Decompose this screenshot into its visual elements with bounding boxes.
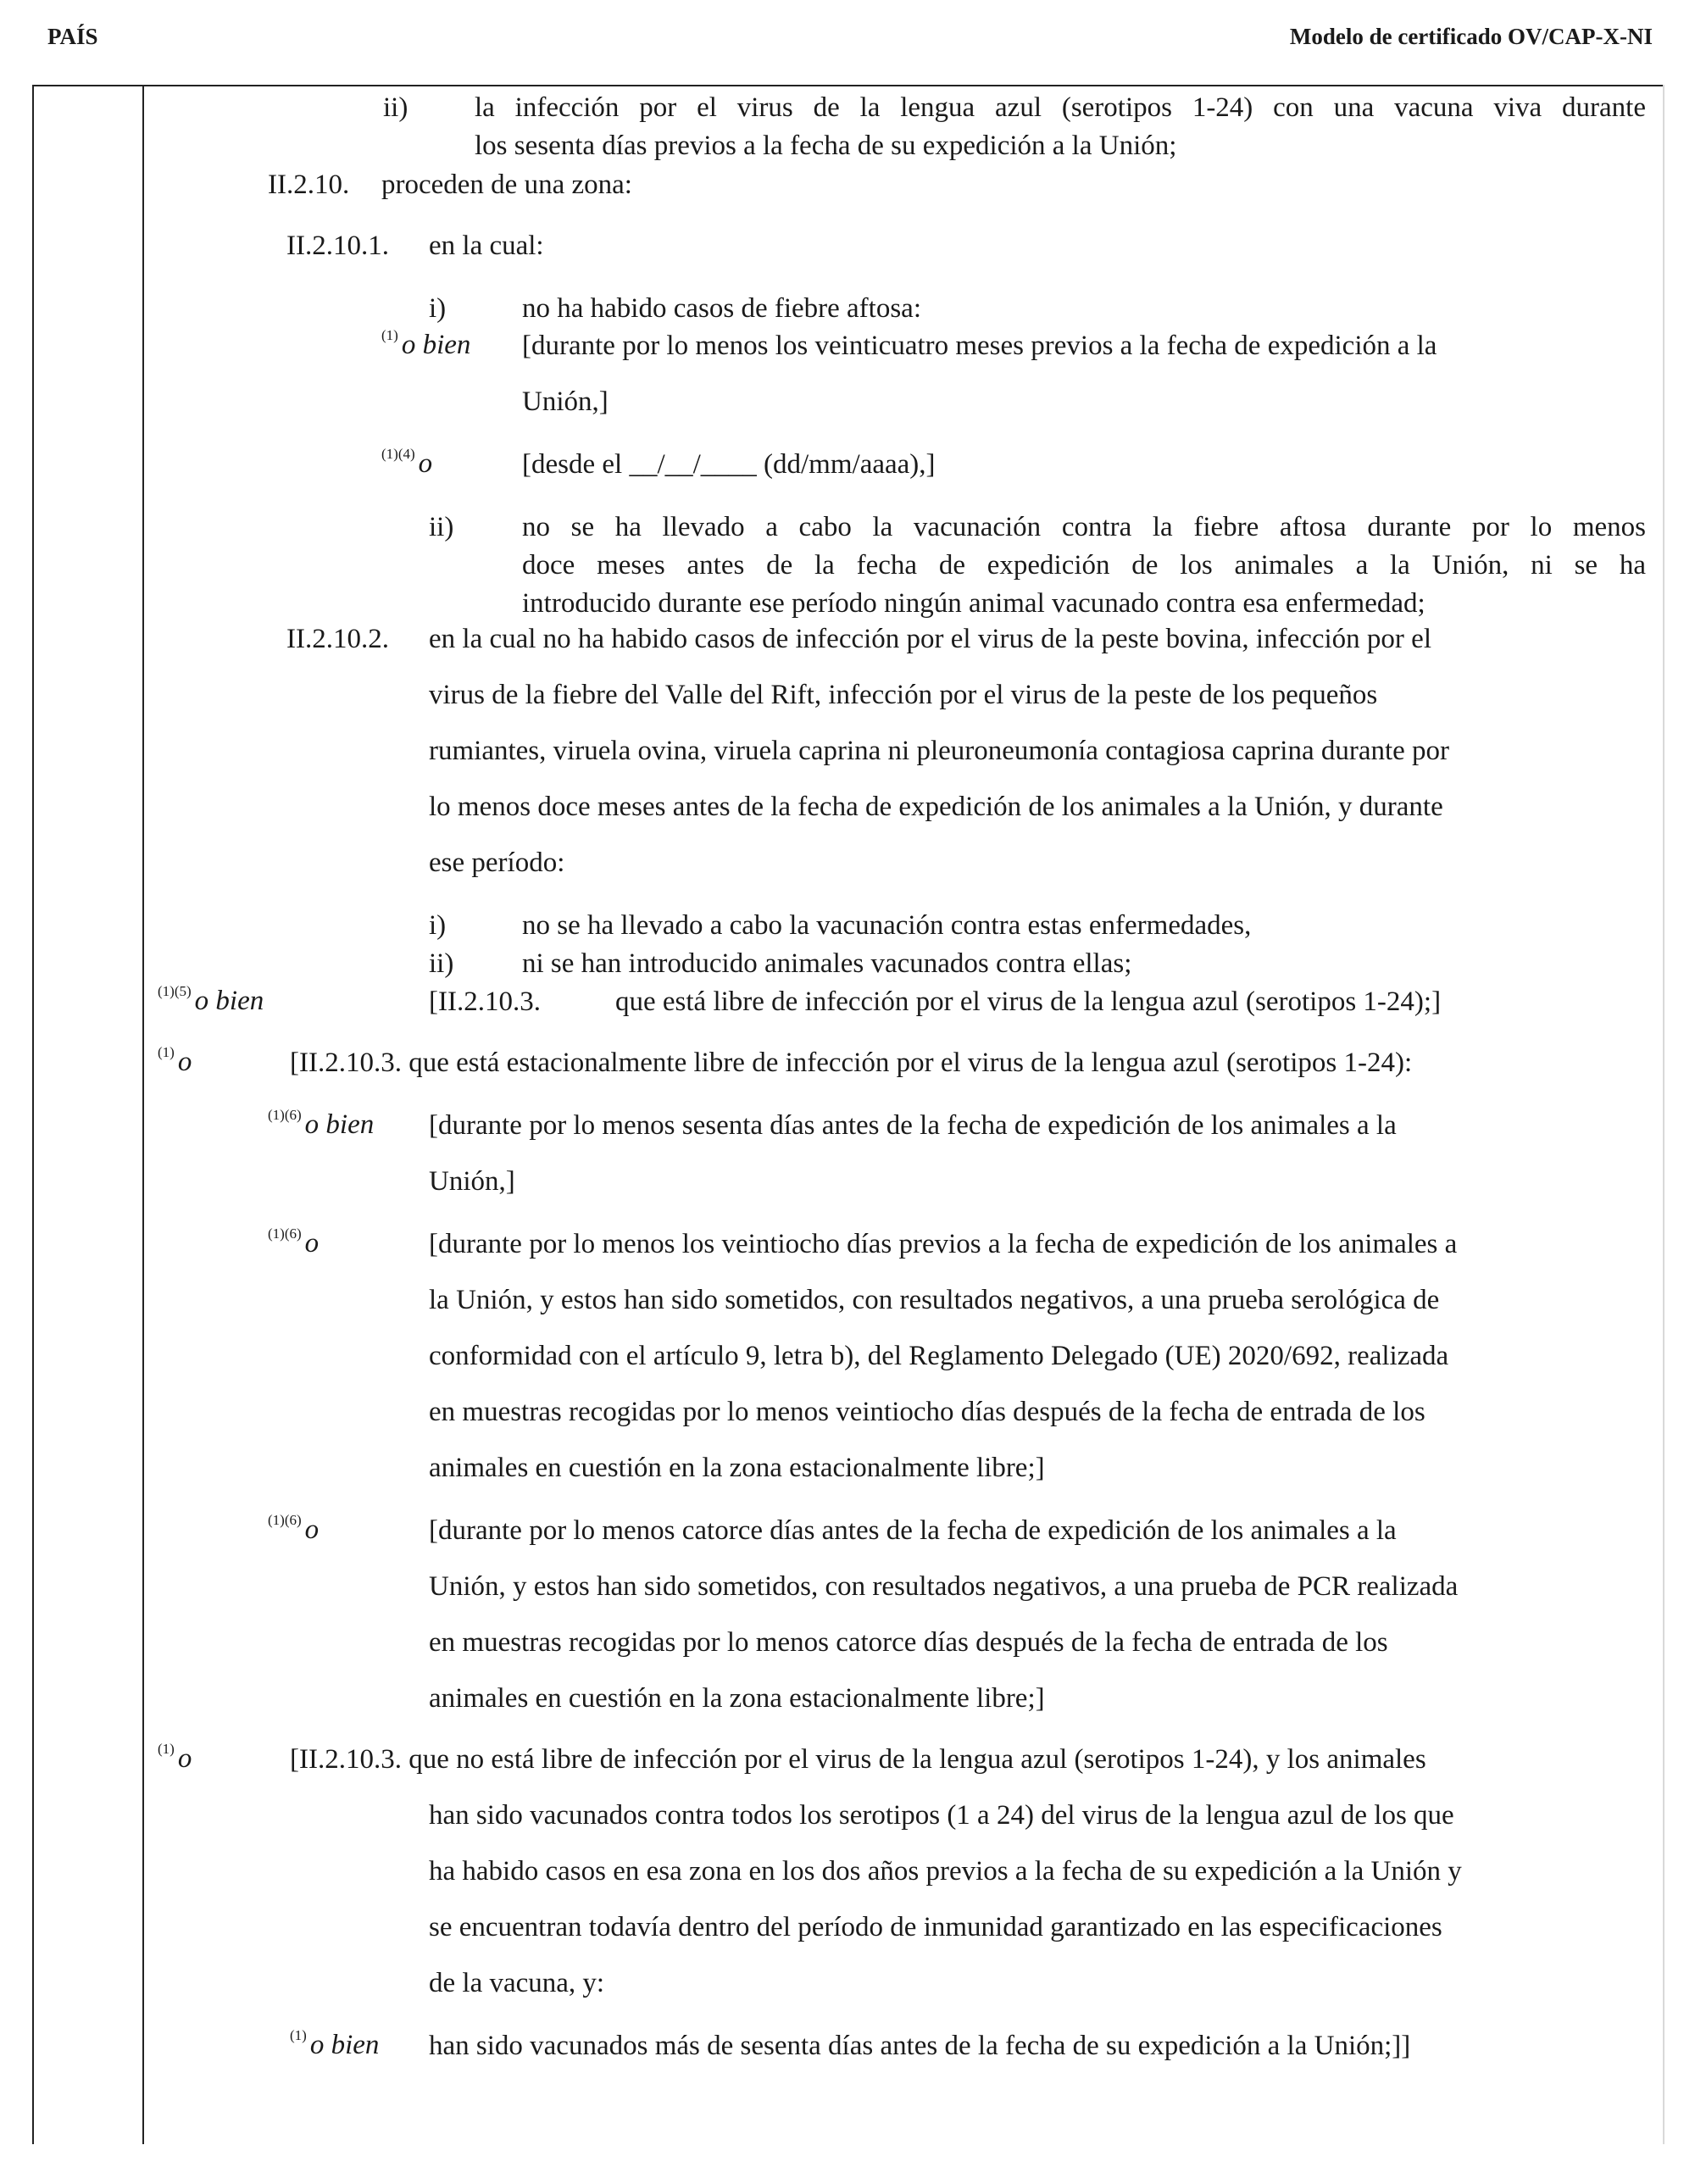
- clause-line: Unión, y estos han sido sometidos, con resultados negativos, a una prueba de PCR realizada: [429, 1571, 1459, 1602]
- clause-line: [durante por lo menos catorce días antes de la fecha de expedición de los animales a la: [429, 1515, 1397, 1546]
- clause-line: no ha habido casos de fiebre aftosa:: [522, 293, 921, 324]
- clause-line: virus de la fiebre del Valle del Rift, infección por el virus de la peste de los pequeños: [429, 680, 1378, 710]
- clause-line: [II.2.10.3. que está estacionalmente libre de infección por el virus de la lengua azul (serotipos 1-24):: [290, 1048, 1413, 1078]
- clause-line: los sesenta días previos a la fecha de su expedición a la Unión;: [475, 131, 1177, 161]
- clause-line: ese período:: [429, 847, 565, 878]
- clause-line: lo menos doce meses antes de la fecha de expedición de los animales a la Unión, y durante: [429, 792, 1443, 822]
- item-number: ii): [383, 92, 408, 123]
- clause-line: han sido vacunados más de sesenta días antes de la fecha de su expedición a la Unión;]]: [429, 2031, 1411, 2061]
- item-number: i): [429, 293, 447, 324]
- clause-line: la Unión, y estos han sido sometidos, con resultados negativos, a una prueba serológica de: [429, 1285, 1440, 1315]
- section-text: proceden de una zona:: [381, 169, 632, 200]
- item-number: ii): [429, 512, 454, 542]
- header-country: PAÍS: [47, 24, 98, 49]
- footnote-marker: $^{(1)(6)}$ o bien: [268, 1107, 375, 1140]
- footnote-marker: $^{(1)}$ o: [158, 1044, 192, 1077]
- clause-line: en muestras recogidas por lo menos veintiocho días después de la fecha de entrada de los: [429, 1397, 1425, 1427]
- item-number: i): [429, 910, 447, 941]
- clause-line: no se ha llevado a cabo la vacunación contra la fiebre aftosa durante por lo menos: [522, 512, 1646, 542]
- header-certificate-model: Modelo de certificado OV/CAP-X-NI: [1289, 24, 1653, 49]
- clause-line: no se ha llevado a cabo la vacunación contra estas enfermedades,: [522, 910, 1252, 941]
- clause-line: conformidad con el artículo 9, letra b), del Reglamento Delegado (UE) 2020/692, realizada: [429, 1341, 1449, 1371]
- section-number: II.2.10.1.: [286, 231, 389, 261]
- item-number: ii): [429, 948, 454, 979]
- footnote-marker: $^{(1)}$ o bien: [381, 327, 471, 360]
- clause-line: doce meses antes de la fecha de expedición de los animales a la Unión, ni se ha: [522, 550, 1646, 581]
- clause-line: animales en cuestión en la zona estacionalmente libre;]: [429, 1453, 1045, 1483]
- clause-line: Unión,]: [429, 1166, 515, 1197]
- clause-line: [durante por lo menos los veinticuatro meses previos a la fecha de expedición a la: [522, 331, 1437, 361]
- clause-line: [durante por lo menos los veintiocho días previos a la fecha de expedición de los animales a: [429, 1229, 1458, 1259]
- clause-line: ni se han introducido animales vacunados contra ellas;: [522, 948, 1132, 979]
- footnote-marker: $^{(1)(6)}$ o: [268, 1512, 320, 1545]
- footnote-marker: $^{(1)}$ o: [158, 1741, 192, 1774]
- section-number: II.2.10.2.: [286, 624, 389, 654]
- footnote-marker: $^{(1)(4)}$ o: [381, 446, 433, 479]
- clause-line: [II.2.10.3. que no está libre de infección por el virus de la lengua azul (serotipos 1-24), y los animales: [290, 1744, 1426, 1775]
- section-text: en la cual:: [429, 231, 544, 261]
- clause-line: Unión,]: [522, 386, 609, 417]
- clause-line: en la cual no ha habido casos de infección por el virus de la peste bovina, infección por el: [429, 624, 1431, 654]
- clause-line: se encuentran todavía dentro del período de inmunidad garantizado en las especificaciones: [429, 1912, 1442, 1942]
- clause-line: introducido durante ese período ningún animal vacunado contra esa enfermedad;: [522, 588, 1425, 619]
- clause-line: de la vacuna, y:: [429, 1968, 605, 1998]
- clause-line: rumiantes, viruela ovina, viruela caprina ni pleuroneumonía contagiosa caprina durante por: [429, 736, 1450, 766]
- clause-line: animales en cuestión en la zona estacionalmente libre;]: [429, 1683, 1045, 1714]
- section-number: II.2.10.: [268, 169, 350, 200]
- footnote-marker: $^{(1)}$ o bien: [290, 2027, 380, 2060]
- footnote-marker: $^{(1)(6)}$ o: [268, 1225, 320, 1259]
- clause-line: han sido vacunados contra todos los serotipos (1 a 24) del virus de la lengua azul de los que: [429, 1800, 1454, 1831]
- clause-line: la infección por el virus de la lengua azul (serotipos 1-24) con una vacuna viva durante: [475, 92, 1646, 123]
- date-field-line: [desde el __/__/____ (dd/mm/aaaa),]: [522, 449, 936, 480]
- clause-line: en muestras recogidas por lo menos catorce días después de la fecha de entrada de los: [429, 1627, 1388, 1658]
- footnote-marker: $^{(1)(5)}$ o bien: [158, 983, 264, 1016]
- section-number: [II.2.10.3.: [429, 986, 541, 1017]
- clause-line: [durante por lo menos sesenta días antes de la fecha de expedición de los animales a la: [429, 1110, 1397, 1141]
- clause-line: ha habido casos en esa zona en los dos años previos a la fecha de su expedición a la Unión y: [429, 1856, 1462, 1887]
- clause-line: que está libre de infección por el virus de la lengua azul (serotipos 1-24);]: [615, 986, 1442, 1017]
